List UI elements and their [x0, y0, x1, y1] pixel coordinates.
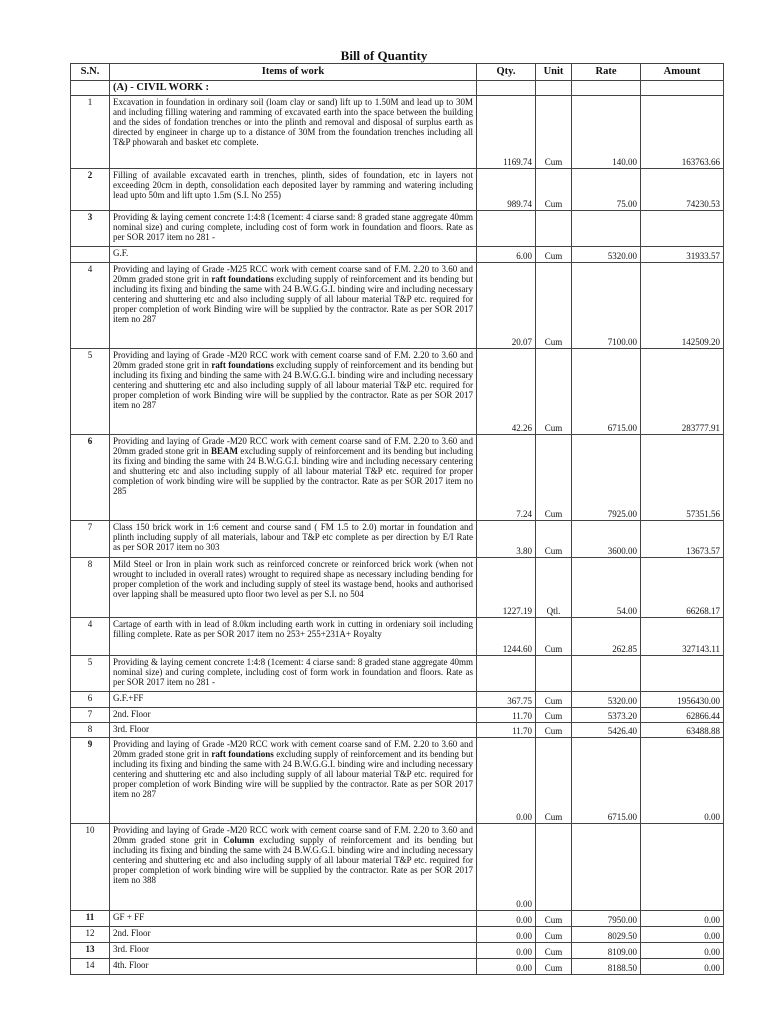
- table-row: [71, 824, 724, 911]
- cell-rate: 6715.00: [572, 349, 641, 435]
- table-row: [71, 723, 724, 738]
- cell-description: Providing and laying of Grade -M20 RCC work with cement coarse sand of F.M. 2.20 to 3.60 and 20mm graded stone grit in raft foundations excluding supply of reinforcement and its bending but including its fixing and binding the same with 24 B.W.G.G.I. binding wire and including necessary centering and shuttering etc and also including supply of all labour material T&P etc. required for proper completion of work Binding wire will be supplied by the contractor. Rate as per SOR 2017 item no 287: [110, 738, 477, 824]
- header-unit: Unit: [536, 64, 572, 81]
- table-row: [71, 618, 724, 656]
- cell-qty: 0.00: [477, 927, 536, 943]
- cell-rate: 140.00: [572, 96, 641, 169]
- table-header-row: [71, 64, 724, 81]
- cell-unit: Cum: [536, 96, 572, 169]
- cell-amount: 0.00: [641, 927, 724, 943]
- cell-amount: [641, 211, 724, 247]
- cell-unit: [536, 656, 572, 692]
- cell-sn: 5: [71, 349, 110, 435]
- table-row: [71, 263, 724, 349]
- cell-description: (A) - CIVIL WORK :: [110, 81, 477, 96]
- cell-sn: 2: [71, 169, 110, 211]
- cell-amount: 13673.57: [641, 521, 724, 558]
- cell-rate: 262.85: [572, 618, 641, 656]
- cell-description: Mild Steel or Iron in plain work such as reinforced concrete or reinforced brick work (when not wrought to included in overall rates) wrought to required shape as necessary including bending for proper completion of the work and including supply of steel its wastage bend, hooks and authorised over lapping shall be measured upto floor two level as per S.I. no 504: [110, 558, 477, 618]
- cell-unit: [536, 211, 572, 247]
- cell-sn: [71, 81, 110, 96]
- table-body: [71, 81, 724, 975]
- cell-unit: Cum: [536, 618, 572, 656]
- cell-qty: 0.00: [477, 824, 536, 911]
- cell-unit: Cum: [536, 927, 572, 943]
- cell-description: 2nd. Floor: [110, 708, 477, 723]
- cell-qty: 1227.19: [477, 558, 536, 618]
- cell-qty: [477, 656, 536, 692]
- table-row: [71, 708, 724, 723]
- table-row: [71, 692, 724, 708]
- cell-description: Providing & laying cement concrete 1:4:8 (1cement: 4 ciarse sand: 8 graded stane aggregate 40mm nominal size) and curing complete, including cost of form work in foundation and floors. Rate as per SOR 2017 item no 281 -: [110, 211, 477, 247]
- cell-amount: 327143.11: [641, 618, 724, 656]
- cell-description: 3rd. Floor: [110, 723, 477, 738]
- cell-rate: [572, 81, 641, 96]
- cell-qty: 1244.60: [477, 618, 536, 656]
- cell-description: Providing and laying of Grade -M20 RCC work with cement coarse sand of F.M. 2.20 to 3.60 and 20mm graded stone grit in raft foundations excluding supply of reinforcement and its bending but including its fixing and binding the same with 24 B.W.G.G.I. binding wire and including necessary centering and shuttering etc and also including supply of all labour material T&P etc. required for proper completion of work Binding wire will be supplied by the contractor. Rate as per SOR 2017 item no 287: [110, 349, 477, 435]
- cell-rate: 5373.20: [572, 708, 641, 723]
- cell-qty: 11.70: [477, 708, 536, 723]
- cell-unit: Cum: [536, 738, 572, 824]
- cell-description: 4th. Floor: [110, 959, 477, 975]
- cell-description: Class 150 brick work in 1:6 cement and course sand ( FM 1.5 to 2.0) mortar in foundation and plinth including supply of all materials, labour and T&P etc complete as per direction by E/I Rate as per SOR 2017 item no 303: [110, 521, 477, 558]
- cell-qty: 6.00: [477, 247, 536, 263]
- cell-description: Providing and laying of Grade -M20 RCC work with cement coarse sand of F.M. 2.20 to 3.60 and 20mm graded stone grit in BEAM excluding supply of reinforcement and its bending but including its fixing and binding the same with 24 B.W.G.G.I. binding wire and including necessary centering and shuttering etc and also including supply of all labour material T&P etc. required for proper completion of work binding wire will be supplied by the contractor. Rate as per SOR 2017 item no 285: [110, 435, 477, 521]
- cell-sn: 12: [71, 927, 110, 943]
- cell-description: 2nd. Floor: [110, 927, 477, 943]
- cell-description: Providing & laying cement concrete 1:4:8 (1cement: 4 ciarse sand: 8 graded stane aggregate 40mm nominal size) and curing complete, including cost of form work in foundation and floors. Rate as per SOR 2017 item no 281 -: [110, 656, 477, 692]
- cell-amount: 0.00: [641, 943, 724, 959]
- cell-amount: 0.00: [641, 738, 724, 824]
- cell-sn: 6: [71, 435, 110, 521]
- cell-sn: 4: [71, 263, 110, 349]
- cell-unit: Cum: [536, 911, 572, 927]
- cell-unit: Cum: [536, 169, 572, 211]
- document-title: Bill of Quantity: [340, 48, 428, 63]
- cell-rate: 7950.00: [572, 911, 641, 927]
- cell-unit: Cum: [536, 349, 572, 435]
- cell-description: Cartage of earth with in lead of 8.0km including earth work in cutting in ordeniary soil including filling complete. Rate as per SOR 2017 item no 253+ 255+231A+ Royalty: [110, 618, 477, 656]
- table-row: [71, 911, 724, 927]
- cell-unit: Cum: [536, 959, 572, 975]
- cell-amount: 62866.44: [641, 708, 724, 723]
- cell-description: GF + FF: [110, 911, 477, 927]
- cell-unit: Cum: [536, 263, 572, 349]
- cell-unit: Cum: [536, 943, 572, 959]
- cell-description: G.F.: [110, 247, 477, 263]
- cell-rate: 5426.40: [572, 723, 641, 738]
- table-row: [71, 558, 724, 618]
- cell-amount: 57351.56: [641, 435, 724, 521]
- table-row: [71, 959, 724, 975]
- cell-qty: 20.07: [477, 263, 536, 349]
- cell-description: G.F.+FF: [110, 692, 477, 708]
- cell-description: Filling of available excavated earth in trenches, plinth, sides of foundation, etc in layers not exceeding 20cm in depth, consolidation each deposited layer by ramming and watering including lead upto 50m and lift upto 1.5m (S.I. No 255): [110, 169, 477, 211]
- cell-description: Providing and laying of Grade -M20 RCC work with cement coarse sand of F.M. 2.20 to 3.60 and 20mm graded stone grit in Column excluding supply of reinforcement and its bending but including its fixing and binding the same with 24 B.W.G.G.I. binding wire and including necessary centering and shuttering etc and also including supply of all labour material T&P etc. required for proper completion of work binding wire will be supplied by the contractor. Rate as per SOR 2017 item no 388: [110, 824, 477, 911]
- cell-qty: [477, 211, 536, 247]
- cell-sn: 10: [71, 824, 110, 911]
- cell-qty: 3.80: [477, 521, 536, 558]
- cell-unit: [536, 81, 572, 96]
- cell-amount: 66268.17: [641, 558, 724, 618]
- cell-qty: 0.00: [477, 943, 536, 959]
- cell-rate: 5320.00: [572, 247, 641, 263]
- cell-qty: 42.26: [477, 349, 536, 435]
- cell-sn: [71, 247, 110, 263]
- cell-rate: 8109.00: [572, 943, 641, 959]
- cell-unit: Cum: [536, 247, 572, 263]
- table-row: [71, 247, 724, 263]
- header-sn: S.N.: [71, 64, 110, 81]
- bill-of-quantity-table: [70, 63, 724, 975]
- cell-qty: 0.00: [477, 738, 536, 824]
- cell-sn: 11: [71, 911, 110, 927]
- header-items-of-work: Items of work: [110, 64, 477, 81]
- table-row: [71, 435, 724, 521]
- table-row: [71, 656, 724, 692]
- cell-amount: [641, 824, 724, 911]
- cell-rate: 54.00: [572, 558, 641, 618]
- header-qty: Qty.: [477, 64, 536, 81]
- cell-amount: 74230.53: [641, 169, 724, 211]
- cell-amount: 0.00: [641, 959, 724, 975]
- cell-rate: 8029.50: [572, 927, 641, 943]
- cell-qty: 1169.74: [477, 96, 536, 169]
- cell-rate: 8188.50: [572, 959, 641, 975]
- cell-unit: Cum: [536, 435, 572, 521]
- cell-sn: 7: [71, 521, 110, 558]
- cell-qty: 0.00: [477, 911, 536, 927]
- cell-sn: 6: [71, 692, 110, 708]
- cell-sn: 14: [71, 959, 110, 975]
- cell-amount: [641, 656, 724, 692]
- section-heading-row: [71, 81, 724, 96]
- cell-qty: 367.75: [477, 692, 536, 708]
- cell-rate: 6715.00: [572, 738, 641, 824]
- cell-sn: 9: [71, 738, 110, 824]
- cell-amount: 31933.57: [641, 247, 724, 263]
- cell-description: Excavation in foundation in ordinary soil (loam clay or sand) lift up to 1.50M and lead up to 30M and including filling watering and ramming of excavated earth into the space between the building and the sides of fondation trenches or into the plinth and removal and disposal of surplus earth as directed by engineer in charge up to a distance of 30M from the foundation trenches including all T&P phowarah and basket etc complete.: [110, 96, 477, 169]
- cell-rate: 5320.00: [572, 692, 641, 708]
- cell-amount: 0.00: [641, 911, 724, 927]
- cell-amount: 1956430.00: [641, 692, 724, 708]
- cell-qty: 989.74: [477, 169, 536, 211]
- table-row: [71, 943, 724, 959]
- cell-unit: Cum: [536, 723, 572, 738]
- cell-sn: 4: [71, 618, 110, 656]
- cell-sn: 3: [71, 211, 110, 247]
- header-amount: Amount: [641, 64, 724, 81]
- header-rate: Rate: [572, 64, 641, 81]
- cell-sn: 1: [71, 96, 110, 169]
- cell-description: 3rd. Floor: [110, 943, 477, 959]
- cell-qty: 11.70: [477, 723, 536, 738]
- table-row: [71, 169, 724, 211]
- cell-unit: Cum: [536, 521, 572, 558]
- cell-rate: 7100.00: [572, 263, 641, 349]
- cell-amount: 63488.88: [641, 723, 724, 738]
- cell-sn: 13: [71, 943, 110, 959]
- cell-sn: 5: [71, 656, 110, 692]
- table-row: [71, 211, 724, 247]
- cell-qty: 7.24: [477, 435, 536, 521]
- cell-rate: [572, 656, 641, 692]
- cell-sn: 8: [71, 723, 110, 738]
- cell-qty: 0.00: [477, 959, 536, 975]
- cell-qty: [477, 81, 536, 96]
- cell-amount: 163763.66: [641, 96, 724, 169]
- table-row: [71, 738, 724, 824]
- cell-amount: 142509.20: [641, 263, 724, 349]
- table-row: [71, 927, 724, 943]
- cell-unit: Cum: [536, 708, 572, 723]
- cell-rate: [572, 824, 641, 911]
- cell-sn: 7: [71, 708, 110, 723]
- cell-unit: Qtl.: [536, 558, 572, 618]
- cell-unit: [536, 824, 572, 911]
- cell-rate: 3600.00: [572, 521, 641, 558]
- cell-sn: 8: [71, 558, 110, 618]
- table-row: [71, 96, 724, 169]
- cell-unit: Cum: [536, 692, 572, 708]
- cell-amount: 283777.91: [641, 349, 724, 435]
- table-row: [71, 521, 724, 558]
- cell-rate: 7925.00: [572, 435, 641, 521]
- cell-description: Providing and laying of Grade -M25 RCC work with cement coarse sand of F.M. 2.20 to 3.60 and 20mm graded stone grit in raft foundations excluding supply of reinforcement and its bending but including its fixing and binding the same with 24 B.W.G.G.I. binding wire and including necessary centering and shuttering etc and also including supply of all labour material T&P etc. required for proper completion of work Binding wire will be supplied by the contractor. Rate as per SOR 2017 item no 287: [110, 263, 477, 349]
- cell-amount: [641, 81, 724, 96]
- cell-rate: 75.00: [572, 169, 641, 211]
- cell-rate: [572, 211, 641, 247]
- table-row: [71, 349, 724, 435]
